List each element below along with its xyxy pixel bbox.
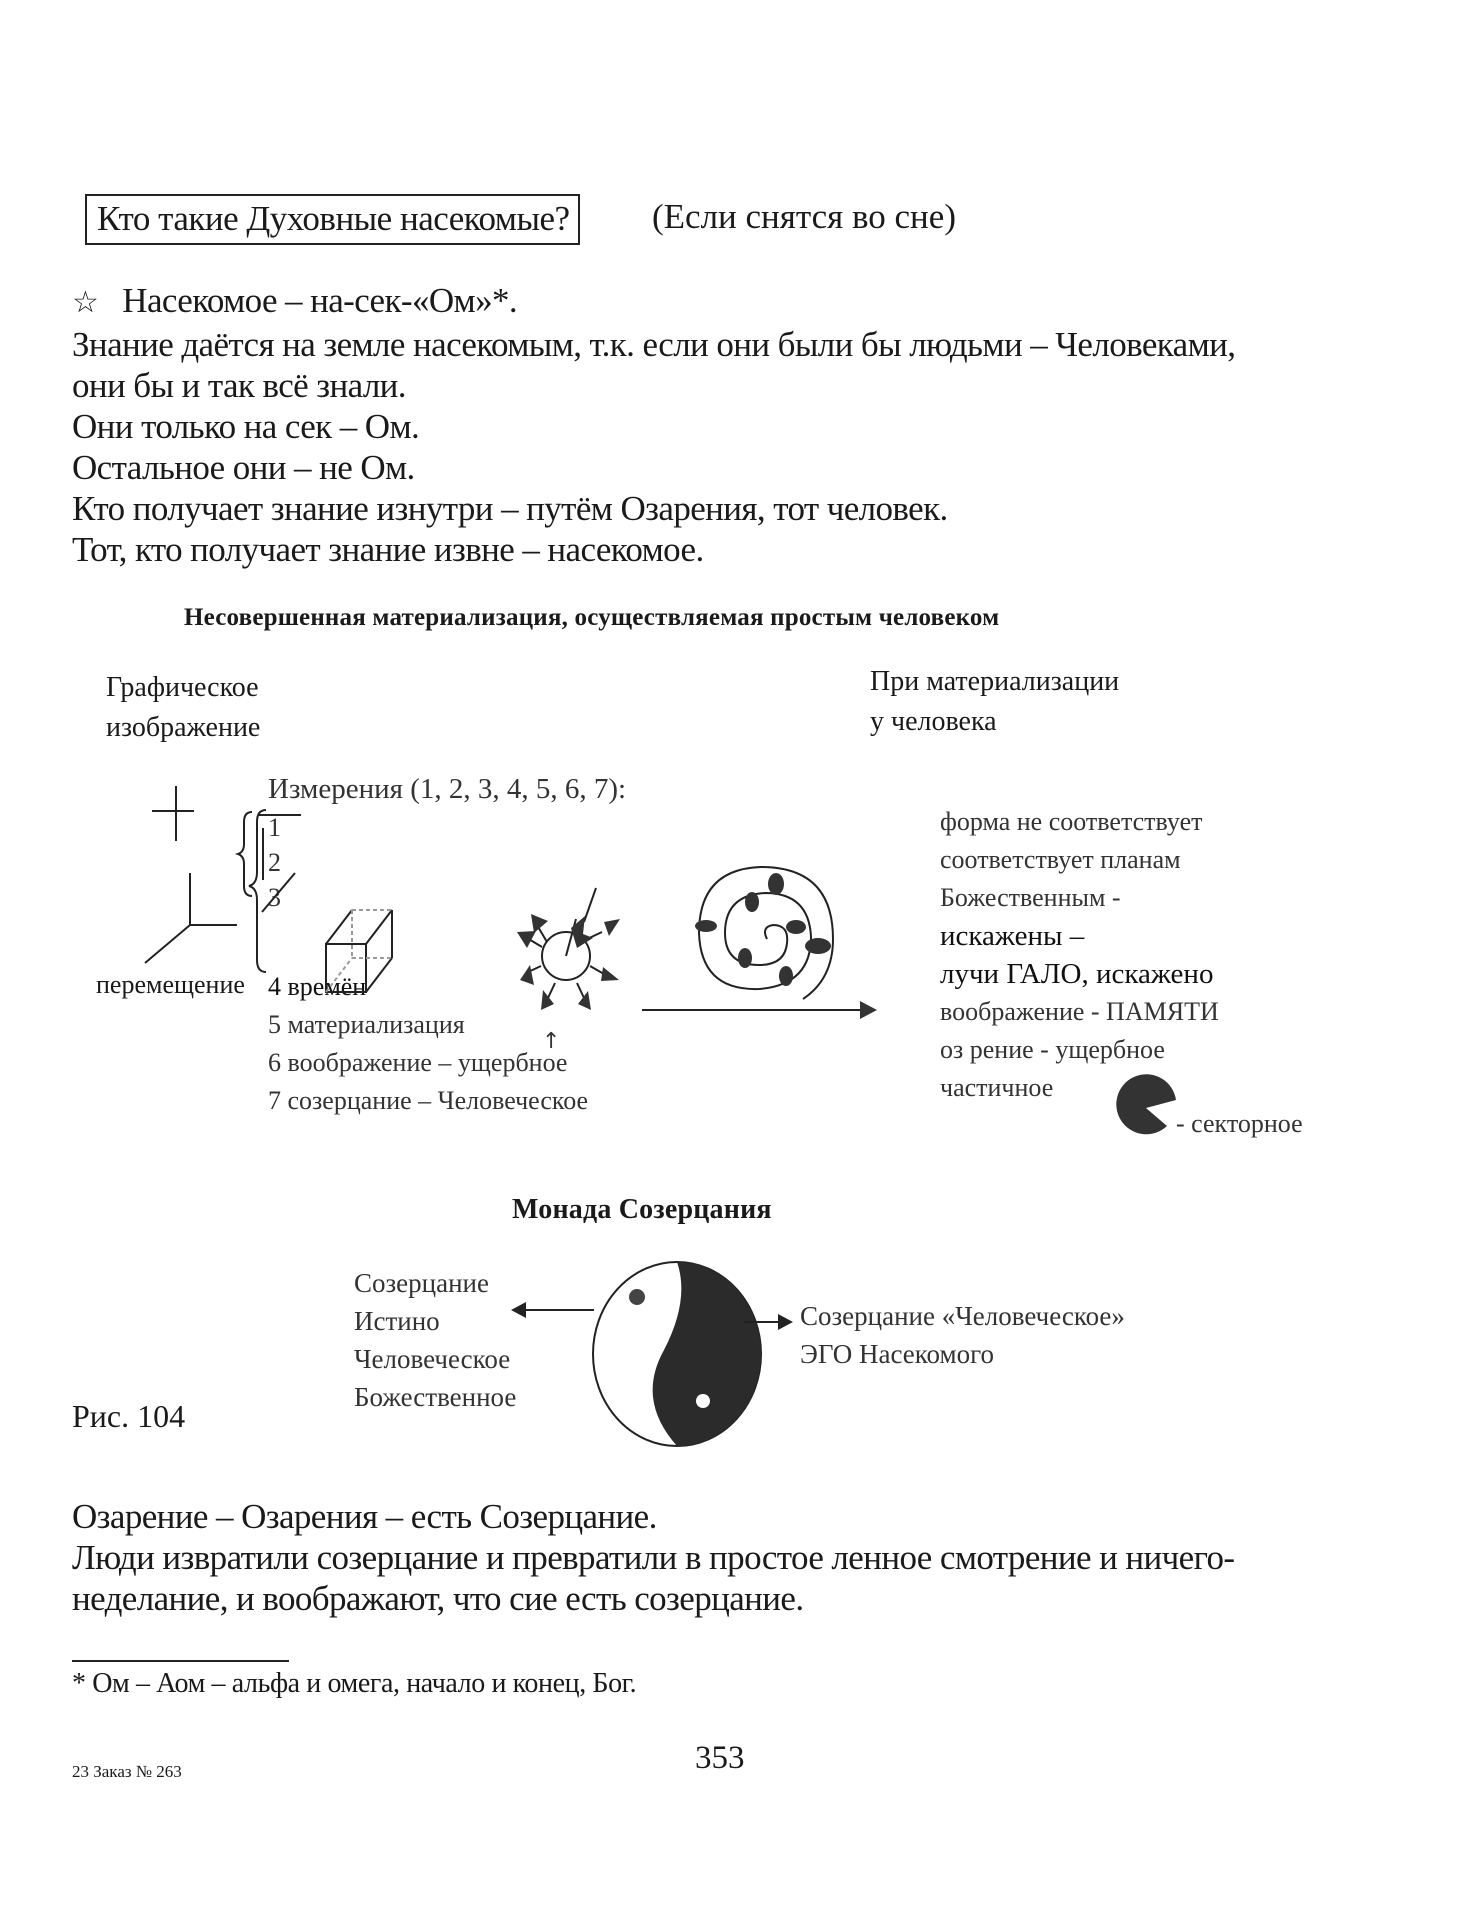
figure-title-materialization: Несовершенная материализация, осуществляемая простым человеком bbox=[184, 604, 1000, 631]
sector-label: - секторное bbox=[1176, 1109, 1303, 1138]
desc-line: частичное bbox=[940, 1073, 1054, 1102]
desc-line: соответствует планам bbox=[940, 845, 1181, 874]
desc-line: воображение - ПАМЯТИ bbox=[940, 997, 1219, 1026]
radiating-circle-icon bbox=[526, 888, 604, 998]
dim-number: 2 bbox=[268, 848, 281, 877]
cross-2d-icon bbox=[152, 786, 194, 841]
cube-icon bbox=[326, 910, 392, 992]
label-line: у человека bbox=[870, 706, 997, 737]
label-line: Графическое bbox=[106, 672, 259, 703]
spiral-icon bbox=[699, 867, 833, 999]
desc-line: искажены – bbox=[940, 920, 1085, 952]
dimensions-title: Измерения (1, 2, 3, 4, 5, 6, 7): bbox=[268, 773, 627, 805]
intro-line: Знание даётся на земле насекомым, т.к. если они были бы людьми – Человеками, bbox=[72, 325, 1236, 364]
intro-line: Они только на сек – Ом. bbox=[72, 407, 420, 446]
printer-signature: 23 Заказ № 263 bbox=[72, 1762, 182, 1781]
intro-line: Тот, кто получает знание извне – насекомое. bbox=[72, 530, 704, 569]
up-arrow-icon: ↑ bbox=[542, 1029, 561, 1054]
figure-caption: Рис. 104 bbox=[72, 1398, 186, 1434]
monad-label: Человеческое bbox=[354, 1344, 511, 1374]
axes-3d-icon bbox=[145, 873, 237, 963]
dim-item: 7 созерцание – Человеческое bbox=[268, 1086, 589, 1115]
dim-item: 4 времён bbox=[268, 972, 367, 1001]
desc-line: форма не соответствует bbox=[940, 807, 1203, 836]
heading-note: (Если снятся во сне) bbox=[652, 197, 956, 236]
boxed-heading: Кто такие Духовные насекомые? bbox=[85, 194, 580, 245]
conclusion-line: Озарение – Озарения – есть Созерцание. bbox=[72, 1497, 657, 1536]
label-line: изображение bbox=[106, 712, 261, 743]
intro-line: Остальное они – не Ом. bbox=[72, 448, 415, 487]
figure-title-monad: Монада Созерцания bbox=[512, 1194, 772, 1225]
movement-label: перемещение bbox=[96, 970, 245, 999]
monad-label: Созерцание bbox=[354, 1268, 489, 1298]
dim-item: 6 воображение – ущербное bbox=[268, 1048, 568, 1077]
desc-line: оз рение - ущербное bbox=[940, 1035, 1165, 1064]
monad-label: Созерцание «Человеческое» bbox=[800, 1301, 1125, 1331]
sector-pie-icon bbox=[1116, 1074, 1176, 1134]
footnote: * Ом – Аом – альфа и омега, начало и конец, Бог. bbox=[72, 1668, 637, 1699]
inner-brace bbox=[238, 812, 252, 896]
monad-label: Божественное bbox=[354, 1382, 517, 1412]
star-icon: ☆ bbox=[72, 285, 99, 320]
intro-line: Насекомое – на-сек-«Ом»*. bbox=[122, 281, 518, 320]
conclusion-paragraph bbox=[72, 1496, 1234, 1619]
dim-number: 1 bbox=[268, 813, 281, 842]
conclusion-line: Люди извратили созерцание и превратили в простое ленное смотрение и ничего- bbox=[72, 1538, 1235, 1577]
monad-left-labels bbox=[354, 1264, 516, 1416]
conclusion-line: неделание, и воображают, что сие есть созерцание. bbox=[72, 1579, 804, 1618]
monad-label: ЭГО Насекомого bbox=[800, 1339, 995, 1369]
page-number: 353 bbox=[695, 1740, 745, 1776]
monad-right-labels bbox=[800, 1297, 1125, 1373]
dim-item: 5 материализация bbox=[268, 1010, 465, 1039]
label-line: При материализации bbox=[870, 666, 1120, 697]
footnote-divider bbox=[72, 1660, 289, 1662]
dim-number: 3 bbox=[268, 883, 281, 912]
intro-line: Кто получает знание изнутри – путём Озарения, тот человек. bbox=[72, 489, 948, 528]
yin-yang-icon bbox=[593, 1262, 761, 1446]
monad-label: Истино bbox=[354, 1306, 440, 1336]
desc-line: Божественным - bbox=[940, 883, 1121, 912]
desc-line: лучи ГАЛО, искажено bbox=[940, 958, 1214, 990]
intro-line: они бы и так всё знали. bbox=[72, 366, 406, 405]
